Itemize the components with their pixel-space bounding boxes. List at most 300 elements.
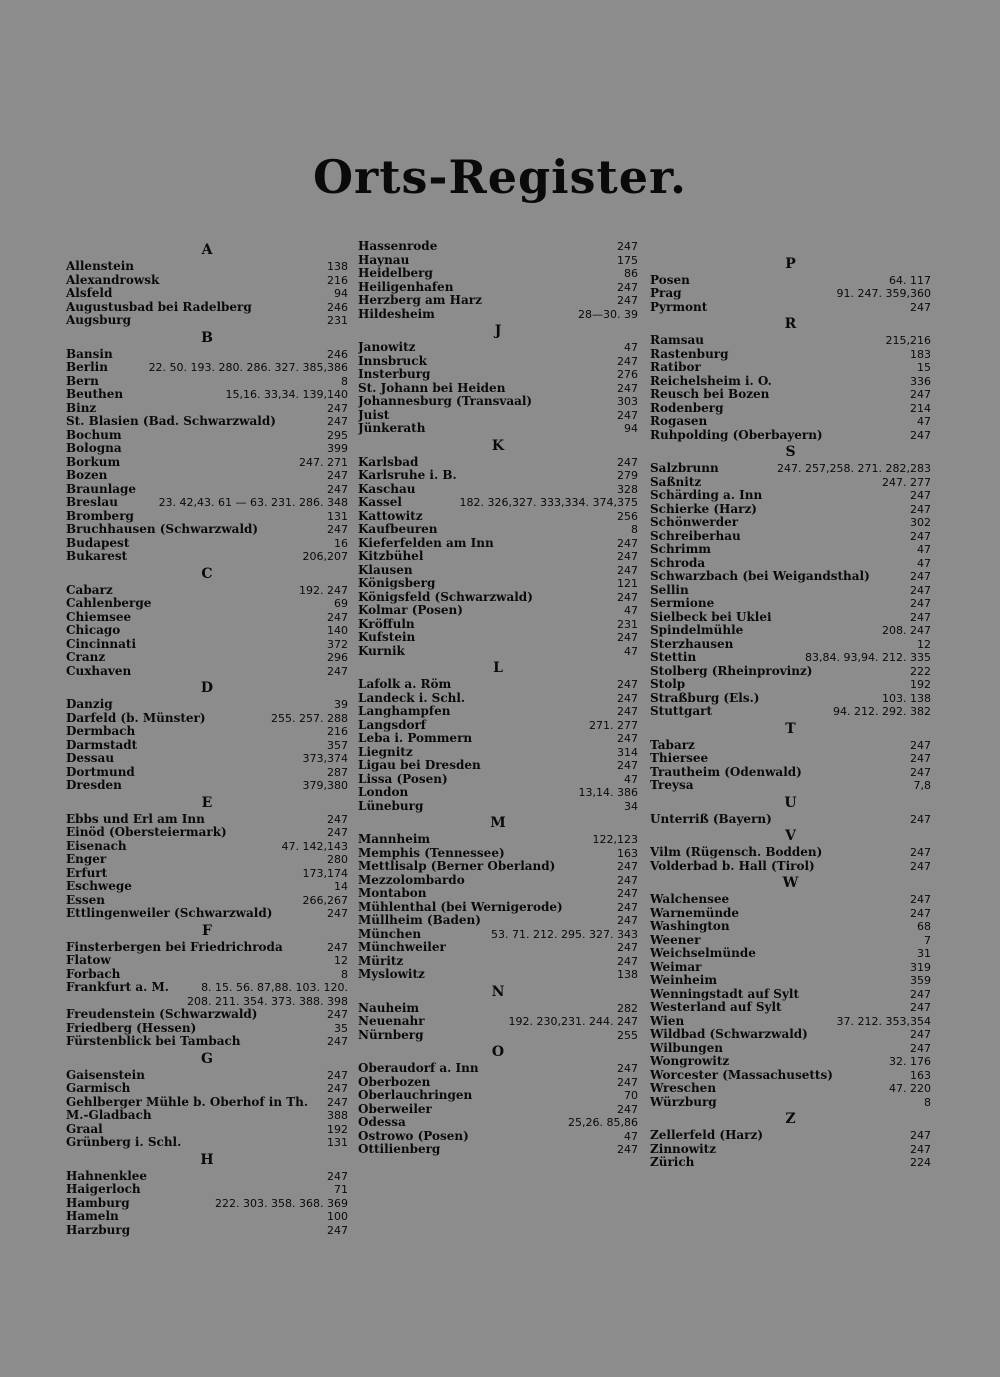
index-entry [66,1008,348,1022]
place-name: Fürstenblick bei Tambach [66,1035,241,1048]
page-numbers: 47 [624,644,638,658]
index-entry [66,766,348,780]
page-numbers: 8 [924,1095,931,1109]
page-numbers: 122,123 [592,833,638,846]
place-name: Herzberg am Harz [358,294,482,307]
place-name: Zürich [650,1156,695,1169]
place-name: Müritz [358,954,404,968]
page-numbers: 214 [910,401,931,415]
place-name: Neuenahr [358,1015,425,1028]
page-numbers: 247 [617,732,638,745]
place-name: Hamburg [66,1196,130,1210]
place-name: Alsfeld [66,287,113,300]
place-name: Johannesburg (Transvaal) [358,395,533,408]
place-name: Heidelberg [358,267,433,280]
index-entry [358,341,638,355]
place-name: Reusch bei Bozen [650,388,770,401]
place-name: Dermbach [66,725,136,738]
place-name: Chiemsee [66,610,132,624]
index-entry [650,301,931,315]
place-name: Harzburg [66,1223,131,1237]
place-name: Westerland auf Sylt [650,1001,782,1014]
place-name: Bochum [66,428,122,442]
place-name: Kufstein [358,631,416,644]
index-column-2 [358,240,638,1157]
place-name: Bansin [66,347,113,361]
place-name: Sielbeck bei Ukleі [650,610,772,624]
section-letter: S [785,444,796,460]
index-entry [358,1002,638,1016]
place-name: Lüneburg [358,799,424,813]
index-entry [358,645,638,659]
index-entry [650,692,931,706]
place-name: St. Johann bei Heiden [358,381,506,395]
index-entry [650,813,931,827]
place-name: Zellerfeld (Harz) [650,1129,763,1142]
place-name: Langsdorf [358,718,426,732]
page-numbers: 131 [327,509,348,523]
place-name: Walchensee [650,893,730,906]
page-numbers: 216 [327,273,348,287]
place-name: Essen [66,893,106,907]
page-numbers: 16 [334,536,348,550]
place-name: Schärding a. Inn [650,489,763,502]
place-name: Ruhpolding (Oberbayern) [650,428,823,442]
place-name: Weichselmünde [650,947,756,960]
place-name: Braunlage [66,482,137,496]
page-numbers: 247 [327,1169,348,1183]
page-numbers: 247 [617,900,638,914]
index-entry [650,597,931,611]
place-name: Tabarz [650,738,695,752]
page-numbers: 47 [917,556,931,570]
page-numbers: 8 [341,967,348,981]
index-entry [650,678,931,692]
index-entry [358,1029,638,1043]
place-name: Mezzolombardo [358,873,465,887]
index-entry [650,584,931,598]
index-entry [650,1129,931,1143]
page-numbers: 183 [910,347,931,361]
index-entry [358,914,638,928]
place-name: Weimar [650,960,702,974]
page-numbers: 163 [617,846,638,860]
place-name: Wreschen [650,1082,717,1095]
page-numbers: 372 [327,637,348,651]
page-numbers: 216 [327,725,348,738]
page-numbers: 208. 247 [882,624,931,637]
place-name: Augustusbad bei Radelberg [66,300,252,314]
page-numbers: 70 [624,1089,638,1102]
index-entry [358,955,638,969]
page-numbers: 247 [910,570,931,583]
index-entry [66,840,348,854]
index-entry [66,597,348,611]
index-entry [66,894,348,908]
page-numbers: 138 [327,260,348,273]
index-entry [358,483,638,497]
page-numbers: 192 [910,678,931,691]
place-name: Oberlauchringen [358,1089,473,1102]
page-numbers: 247 [617,759,638,772]
index-entry [66,1224,348,1238]
section-letter: O [491,1044,505,1060]
index-entry [358,604,638,618]
index-entry [66,1109,348,1123]
page-numbers: 399 [327,442,348,455]
page-numbers: 247 [617,860,638,873]
index-entry [358,469,638,483]
page-numbers: 100 [327,1210,348,1223]
place-name: Prag [650,287,682,300]
place-name: Stettin [650,651,697,664]
index-entry [650,1001,931,1015]
index-entry [650,489,931,503]
place-name: Schroda [650,556,706,570]
index-entry [358,773,638,787]
place-name: Saßnitz [650,475,702,489]
page-numbers: 47 [917,543,931,556]
place-name: Danzig [66,698,113,711]
index-entry [358,294,638,308]
index-entry [358,267,638,281]
place-name: Bruchhausen (Schwarzwald) [66,523,259,536]
index-entry [358,395,638,409]
page-numbers: 247 [617,887,638,900]
page-numbers: 192. 230,231. 244. 247 [508,1015,638,1028]
index-entry [358,941,638,955]
index-entry [66,523,348,537]
page-numbers: 138 [617,968,638,981]
page-numbers: 231 [617,617,638,631]
page-numbers: 47 [624,604,638,617]
place-name: Heiligenhafen [358,280,454,294]
place-name: Frankfurt a. M. [66,981,169,994]
place-name: Ostrowo (Posen) [358,1129,469,1143]
place-name: Schönwerder [650,516,739,529]
page-numbers: 53. 71. 212. 295. 327. 343 [491,927,638,941]
index-entry [66,1183,348,1197]
index-entry [358,631,638,645]
index-entry [650,739,931,753]
index-entry [66,1022,348,1036]
section-letter: T [785,720,796,737]
index-entry [650,1156,931,1170]
index-entry [66,1136,348,1150]
index-entry [358,847,638,861]
page-numbers: 247 [617,1075,638,1089]
page-numbers: 247 [910,859,931,873]
place-name: Rodenberg [650,401,724,415]
index-entry [358,786,638,800]
page-numbers: 206,207 [302,550,348,563]
place-name: Nürnberg [358,1028,424,1042]
index-entry [66,550,348,564]
page-numbers: 247 [327,1223,348,1237]
place-name: Kurnik [358,644,405,658]
place-name: Worcester (Massachusetts) [650,1068,833,1082]
page-numbers: 31 [917,947,931,960]
place-name: Haigerloch [66,1183,141,1196]
page-numbers: 247 [327,812,348,826]
page-numbers: 255. 257. 288 [271,711,348,725]
page-numbers: 247 [617,240,638,253]
index-entry [650,1028,931,1042]
index-entry [358,1076,638,1090]
index-entry [650,476,931,490]
section-letter: C [201,565,213,582]
section-letter: H [200,1151,214,1168]
page-numbers: 303 [617,395,638,408]
place-name: Kaschau [358,482,416,496]
index-entry [66,442,348,456]
page-numbers: 247 [617,590,638,604]
section-letter: F [202,922,212,939]
place-name: Landeck i. Schl. [358,691,466,705]
page-numbers: 247 [910,846,931,859]
page-numbers: 280 [327,853,348,866]
page-numbers: 247 [617,691,638,705]
page-numbers: 39 [334,698,348,711]
page-numbers: 247 [910,583,931,597]
place-name: Gaisenstein [66,1068,145,1082]
place-name: Nauheim [358,1001,420,1015]
index-entry [650,361,931,375]
page-numbers: 247 [910,610,931,624]
index-entry [358,550,638,564]
page-numbers: 86 [624,267,638,280]
place-name: Bromberg [66,509,134,523]
page-numbers: 192. 247 [299,583,348,597]
page-numbers: 32. 176 [889,1055,931,1068]
page-numbers: 247 [327,469,348,482]
place-name: Borkum [66,455,121,469]
index-entry [650,779,931,793]
index-entry [66,779,348,793]
index-entry [650,503,931,517]
section-letter: P [785,255,796,272]
page-numbers: 247 [327,415,348,428]
index-entry [66,375,348,389]
index-entry [650,893,931,907]
page-numbers: 247 [910,1041,931,1055]
page-numbers: 247 [910,1129,931,1142]
place-name: Kröffuln [358,617,415,631]
page-numbers: 47 [624,772,638,786]
index-entry [358,719,638,733]
index-entry [66,361,348,375]
page-numbers: 68 [917,920,931,933]
page-numbers: 247 [910,812,931,826]
index-entry [650,907,931,921]
place-name: Dessau [66,752,115,765]
place-name: Odessa [358,1116,406,1129]
index-entry [66,968,348,982]
page-numbers: 224 [910,1156,931,1169]
place-name: Trautheim (Odenwald) [650,765,802,779]
index-entry [650,1069,931,1083]
index-entry [650,415,931,429]
page-numbers: 91. 247. 359,360 [836,287,931,300]
page-numbers: 282 [617,1001,638,1015]
index-entry [650,1096,931,1110]
place-name: Cabarz [66,583,113,597]
page-numbers: 69 [334,597,348,610]
section-letter: G [201,1050,213,1067]
index-entry [650,402,931,416]
index-entry [66,826,348,840]
index-entry [66,995,348,1009]
place-name: Lafolk a. Röm [358,678,452,691]
place-name: Einöd (Obersteiermark) [66,826,227,839]
page-numbers: 247 [617,954,638,968]
place-name: Müllheim (Baden) [358,914,481,927]
page-numbers: 247 [617,678,638,691]
page-numbers: 247 [617,408,638,422]
page-numbers: 15 [917,361,931,374]
index-entry [650,274,931,288]
index-entry [66,469,348,483]
page-numbers: 247 [327,1082,348,1095]
page-numbers: 247 [327,826,348,839]
index-entry [358,355,638,369]
page-numbers: 247 [617,705,638,718]
place-name: Innsbruck [358,354,427,368]
index-entry [358,496,638,510]
place-name: Budapest [66,536,130,550]
index-column-1 [66,240,348,1237]
place-name: Leba i. Pommern [358,732,473,745]
index-entry [650,1143,931,1157]
place-name: Berlin [66,361,108,374]
index-entry [650,543,931,557]
index-entry [650,557,931,571]
page-numbers: 296 [327,651,348,664]
page-numbers: 208. 211. 354. 373. 388. 398 [187,994,348,1008]
place-name: Rogasen [650,415,708,428]
place-name: London [358,786,409,799]
section-letter: W [782,875,799,891]
index-column-3 [650,240,931,1170]
page-numbers: 247 [617,536,638,550]
page-numbers: 247 [910,502,931,516]
page-numbers: 222 [910,664,931,678]
place-name: Sermione [650,597,715,610]
page-numbers: 8. 15. 56. 87,88. 103. 120. [201,981,348,994]
index-entry [358,1015,638,1029]
place-name: Karlsruhe i. B. [358,469,457,482]
place-name: Hildesheim [358,307,435,321]
page-numbers: 247 [617,563,638,577]
index-entry [358,456,638,470]
index-entry [66,981,348,995]
section-letter: V [785,828,796,844]
place-name: Königsfeld (Schwarzwald) [358,590,533,604]
index-entry [66,1210,348,1224]
index-entry [358,564,638,578]
index-entry [650,429,931,443]
page-numbers: 35 [334,1021,348,1035]
index-entry [66,813,348,827]
page-numbers: 246 [327,347,348,361]
place-name: Friedberg (Hessen) [66,1021,197,1035]
place-name: Stuttgart [650,705,713,718]
place-name: Thiersee [650,752,709,765]
place-name: Bern [66,374,99,388]
index-entry [650,860,931,874]
index-entry [358,874,638,888]
page-numbers: 13,14. 386 [578,786,638,799]
index-entry [358,1103,638,1117]
place-name: Reichelsheim i. O. [650,374,772,388]
page-numbers: 247 [910,1028,931,1041]
index-entry [358,240,638,254]
section-letter: N [491,983,505,1000]
index-entry [650,665,931,679]
place-name: Eschwege [66,880,132,893]
page-numbers: 94 [334,287,348,300]
index-entry [358,577,638,591]
index-entry [66,880,348,894]
index-entry [66,1069,348,1083]
place-name: Volderbad b. Hall (Tirol) [650,859,815,873]
index-entry [66,1123,348,1137]
page-numbers: 7,8 [913,779,931,792]
place-name: Wenningstadt auf Sylt [650,987,800,1001]
index-entry [66,1170,348,1184]
index-entry [650,348,931,362]
page-numbers: 247 [910,597,931,610]
index-entry [66,739,348,753]
page-numbers: 247 [910,428,931,442]
index-entry [66,496,348,510]
place-name: Flatow [66,954,111,967]
page-numbers: 266,267 [302,893,348,907]
page-numbers: 231 [327,314,348,327]
place-name: Oberbozen [358,1075,431,1089]
place-name: Schrimm [650,543,711,556]
page-numbers: 247 [910,906,931,920]
index-entry [358,537,638,551]
place-name: Breslau [66,496,118,509]
place-name: Ettlingenweiler (Schwarzwald) [66,907,273,920]
place-name: Montabon [358,887,427,900]
place-name: Stolp [650,678,686,691]
section-letter: E [201,794,213,811]
page-numbers: 83,84. 93,94. 212. 335 [805,651,931,664]
page-numbers: 7 [924,933,931,947]
index-entry [358,678,638,692]
place-name: Hahnenklee [66,1169,148,1183]
place-name: Grünberg i. Schl. [66,1136,182,1149]
page-numbers: 94. 212. 292. 382 [833,705,931,718]
place-name: Graal [66,1122,103,1136]
page-numbers: 192 [327,1122,348,1136]
index-entry [650,287,931,301]
page-numbers: 247 [327,1095,348,1109]
place-name: Ottilienberg [358,1143,441,1156]
index-entry [650,974,931,988]
place-name: Jünkerath [358,422,426,435]
index-entry [66,698,348,712]
page-numbers: 247 [617,381,638,395]
index-entry [358,860,638,874]
page-numbers: 247 [617,294,638,307]
index-entry [66,348,348,362]
index-entry [358,759,638,773]
index-entry [66,301,348,315]
index-entry [358,409,638,423]
